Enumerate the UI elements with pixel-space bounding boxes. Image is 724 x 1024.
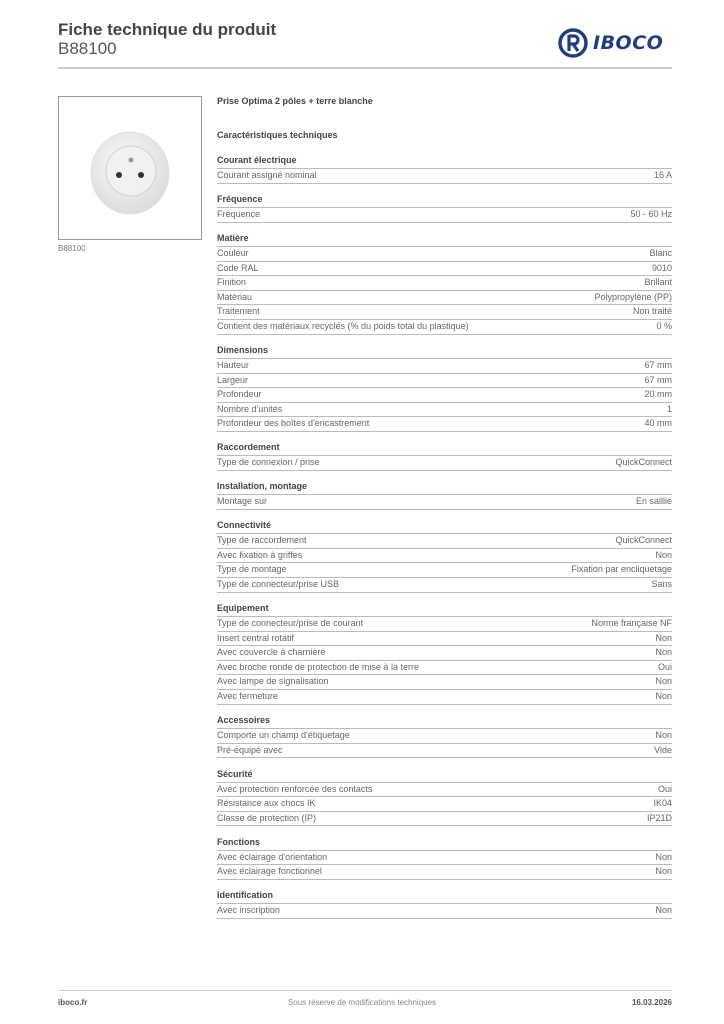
section-heading: Fonctions (217, 836, 672, 851)
spec-row (217, 675, 672, 690)
spec-section (217, 232, 672, 335)
spec-label: Avec couvercle à charnière (217, 647, 326, 658)
spec-value: Non (655, 690, 672, 701)
spec-label: Code RAL (217, 262, 259, 273)
spec-value: Fixation par encliquetage (571, 564, 672, 575)
spec-label: Largeur (217, 374, 249, 385)
spec-row (217, 729, 672, 744)
spec-label: Courant assigné nominal (217, 170, 317, 180)
spec-section (217, 602, 672, 705)
spec-value: Non (655, 851, 672, 862)
spec-label: Montage sur (217, 496, 268, 507)
spec-label: Contient des matériaux recyclés (% du poids total du plastique) (217, 320, 469, 331)
spec-section (217, 836, 672, 880)
specs-title: Caractéristiques techniques (217, 130, 338, 140)
spec-value: Non (655, 676, 672, 687)
spec-row (217, 247, 672, 262)
spec-label: Nombre d'unités (217, 403, 283, 414)
spec-label: Fréquence (217, 208, 261, 219)
spec-label: Comporte un champ d'étiquetage (217, 729, 350, 740)
spec-row (217, 783, 672, 798)
spec-value: Oui (657, 783, 672, 794)
spec-label: Avec lampe de signalisation (217, 676, 329, 687)
spec-value: En saillie (635, 496, 672, 507)
footer-date: 16.03.2026 (631, 998, 672, 1007)
spec-row (217, 797, 672, 812)
spec-row (217, 578, 672, 593)
spec-section (217, 889, 672, 919)
spec-value: Non (655, 905, 672, 916)
section-heading: Matière (217, 232, 672, 247)
section-heading: Identification (217, 889, 672, 904)
spec-value: Non (655, 549, 672, 560)
spec-content (217, 95, 672, 928)
section-heading: Dimensions (217, 344, 672, 359)
spec-row (217, 661, 672, 676)
spec-label: Résistance aux chocs IK (217, 798, 316, 809)
spec-row (217, 563, 672, 578)
spec-label: Hauteur (217, 359, 250, 370)
spec-row (217, 305, 672, 320)
spec-row (217, 690, 672, 705)
spec-label: Avec fixation à griffes (217, 549, 303, 560)
spec-row (217, 534, 672, 549)
product-name: Prise Optima 2 pôles + terre blanche (217, 96, 373, 106)
spec-label: Finition (217, 277, 247, 288)
spec-label: Profondeur des boîtes d'encastrement (217, 418, 370, 429)
product-code: B88100 (58, 39, 117, 58)
spec-value: 67 mm (644, 359, 672, 370)
spec-label: Avec inscription (217, 905, 280, 916)
logo-mark-icon (558, 28, 588, 58)
spec-row (217, 646, 672, 661)
spec-value: QuickConnect (615, 457, 672, 468)
spec-value: IP21D (646, 812, 672, 823)
section-heading: Accessoires (217, 714, 672, 729)
iboco-logo (558, 28, 663, 58)
spec-label: Avec protection renforcée des contacts (217, 783, 373, 794)
spec-section (217, 714, 672, 758)
spec-value: IK04 (653, 798, 672, 809)
spec-label: Couleur (217, 247, 249, 258)
spec-row (217, 456, 672, 471)
spec-row (217, 617, 672, 632)
spec-row (217, 495, 672, 510)
spec-label: Avec éclairage d'orientation (217, 851, 328, 862)
socket-icon (59, 97, 201, 239)
spec-row (217, 549, 672, 564)
spec-row (217, 417, 672, 432)
logo-text: IBOCO (593, 32, 664, 54)
section-heading: Connectivité (217, 519, 672, 534)
spec-value: 40 mm (644, 418, 672, 429)
spec-value: Non traité (632, 306, 672, 317)
spec-section (217, 154, 672, 184)
spec-row (217, 388, 672, 403)
spec-row (217, 632, 672, 647)
spec-row (217, 262, 672, 277)
spec-value: Oui (657, 661, 672, 672)
spec-value: Sans (651, 579, 672, 590)
spec-label: Type de montage (217, 564, 287, 575)
spec-value: 1 (666, 403, 672, 414)
section-heading: Installation, montage (217, 480, 672, 495)
spec-value: 50 - 60 Hz (630, 208, 672, 219)
spec-value: 16 A (653, 170, 672, 180)
spec-row (217, 208, 672, 223)
section-heading: Raccordement (217, 441, 672, 456)
spec-row (217, 169, 672, 184)
spec-value: 9010 (651, 262, 672, 273)
spec-value: Non (655, 866, 672, 877)
spec-row (217, 276, 672, 291)
spec-row (217, 403, 672, 418)
spec-value: Non (655, 632, 672, 643)
spec-label: Profondeur (217, 389, 262, 400)
footer-website[interactable]: iboco.fr (58, 998, 88, 1007)
spec-label: Type de connexion / prise (217, 457, 320, 468)
spec-row (217, 865, 672, 880)
spec-label: Type de connecteur/prise USB (217, 579, 340, 590)
spec-label: Avec fermeture (217, 690, 278, 701)
spec-value: Brillant (644, 277, 672, 288)
page-title: Fiche technique du produit (58, 20, 277, 39)
spec-label: Insert central rotatif (217, 632, 295, 643)
spec-row (217, 374, 672, 389)
spec-sections (217, 154, 672, 919)
product-image (58, 96, 202, 240)
spec-label: Pré-équipé avec (217, 744, 283, 755)
spec-section (217, 519, 672, 592)
image-caption: B88100 (58, 244, 86, 253)
spec-section (217, 768, 672, 827)
section-heading: Sécurité (217, 768, 672, 783)
spec-value: Non (655, 729, 672, 740)
spec-label: Type de connecteur/prise de courant (217, 618, 364, 629)
footer-divider (58, 990, 672, 991)
spec-label: Classe de protection (IP) (217, 812, 317, 823)
spec-value: QuickConnect (615, 535, 672, 546)
spec-row (217, 744, 672, 759)
spec-row (217, 291, 672, 306)
section-heading: Fréquence (217, 193, 672, 208)
spec-label: Matériau (217, 291, 253, 302)
spec-label: Type de raccordement (217, 535, 307, 546)
section-heading: Courant électrique (217, 154, 672, 169)
spec-row (217, 851, 672, 866)
spec-label: Traitement (217, 306, 260, 317)
spec-value: 0 % (656, 320, 672, 331)
spec-row (217, 904, 672, 919)
spec-section (217, 193, 672, 223)
spec-value: Norme française NF (591, 618, 672, 629)
spec-row (217, 812, 672, 827)
spec-section (217, 480, 672, 510)
spec-value: Non (655, 647, 672, 658)
section-heading: Equipement (217, 602, 672, 617)
spec-section (217, 344, 672, 432)
spec-row (217, 359, 672, 374)
header-divider (58, 67, 672, 69)
spec-value: Vide (654, 744, 672, 755)
spec-section (217, 441, 672, 471)
spec-value: 20 mm (644, 389, 672, 400)
footer-disclaimer: Sous réserve de modifications techniques (287, 998, 437, 1007)
spec-value: Polypropylène (PP) (594, 291, 672, 302)
spec-row (217, 320, 672, 335)
spec-label: Avec éclairage fonctionnel (217, 866, 322, 877)
spec-value: Blanc (649, 247, 672, 258)
spec-value: 67 mm (644, 374, 672, 385)
spec-label: Avec broche ronde de protection de mise à la terre (217, 661, 419, 672)
